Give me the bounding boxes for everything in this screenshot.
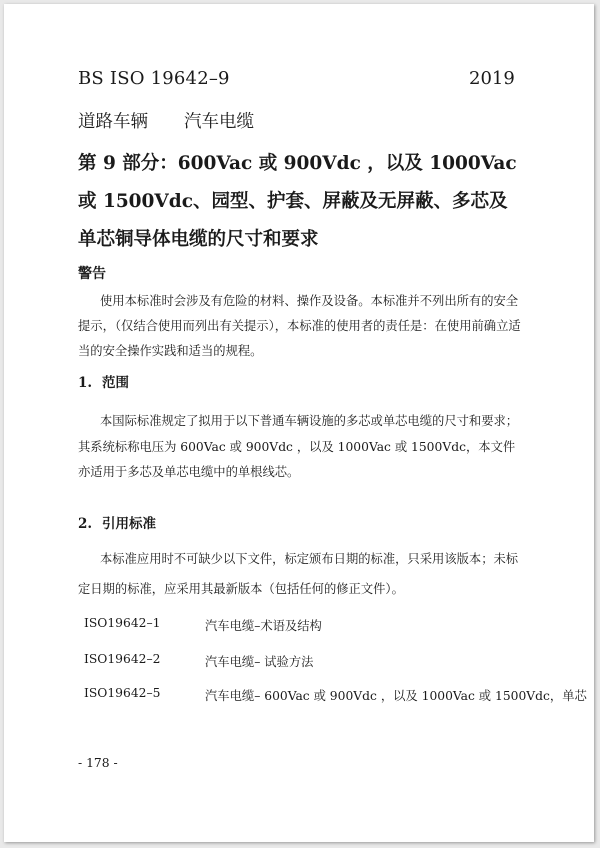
- section-2-title: 引用标准: [102, 516, 156, 532]
- standard-id: BS ISO 19642–9: [78, 68, 230, 89]
- section-1-title: 范围: [102, 375, 129, 391]
- reference-code: ISO19642–5: [84, 686, 161, 700]
- document-page: [4, 4, 594, 842]
- title-automotive-cables: 汽车电缆: [184, 112, 254, 132]
- document-title: 第 9 部分：600Vac 或 900Vdc ，以及 1000Vac 或 1500Vdc、园型、护套、屏蔽及无屏蔽、多芯及单芯铜导体电缆的尺寸和要求: [78, 153, 517, 250]
- standard-year: 2019: [469, 68, 515, 89]
- references-text: 本标准应用时不可缺少以下文件，标定颁布日期的标准，只采用该版本；未标定日期的标准，应采用其最新版本（包括任何的修正文件）。: [78, 552, 519, 596]
- section-2-heading: [78, 512, 156, 532]
- reference-title: 汽车电缆– 试验方法: [205, 655, 314, 669]
- section-1-heading: [78, 371, 129, 391]
- scope-paragraph: [78, 409, 526, 486]
- reference-title: 汽车电缆– 600Vac 或 900Vdc ，以及 1000Vac 或 1500Vdc，单芯: [205, 689, 587, 703]
- reference-code: ISO19642–1: [84, 616, 161, 630]
- page-number: - 178 -: [78, 756, 118, 770]
- title-road-vehicles: 道路车辆: [78, 112, 148, 132]
- scope-text: 本国际标准规定了拟用于以下普通车辆设施的多芯或单芯电缆的尺寸和要求；其系统标称电压为 600Vac 或 900Vdc ，以及 1000Vac 或 1500Vdc，本文件亦适用于多芯及单芯电缆中的单根线芯。: [78, 414, 519, 479]
- warning-paragraph: [78, 289, 526, 364]
- section-1-number: 1.: [78, 375, 93, 391]
- title-line-1: [78, 108, 254, 133]
- reference-code: ISO19642–2: [84, 652, 161, 666]
- warning-text: 使用本标准时会涉及有危险的材料、操作及设备。本标准并不列出所有的安全提示，（仅结合使用而列出有关提示），本标准的使用者的责任是：在使用前确立适当的安全操作实践和适当的规程。: [78, 294, 521, 358]
- warning-heading: 警告: [78, 266, 106, 282]
- references-paragraph: [78, 544, 526, 604]
- reference-title: 汽车电缆–术语及结构: [205, 619, 322, 633]
- section-2-number: 2.: [78, 516, 93, 532]
